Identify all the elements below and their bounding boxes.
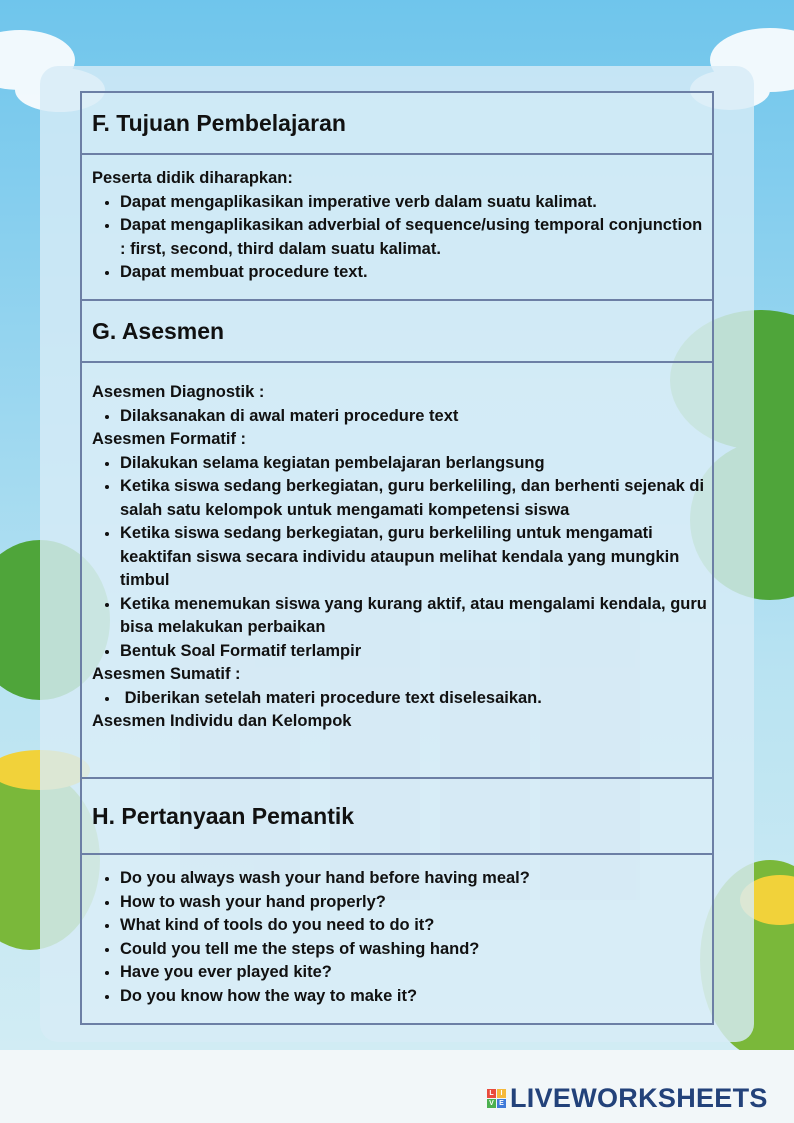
- list-item: • Dilaksanakan di awal materi procedure text: [120, 405, 712, 429]
- list-item: • Dapat membuat procedure text.: [120, 261, 712, 285]
- section-f-intro: Peserta didik diharapkan:: [92, 169, 293, 187]
- section-g-body: [82, 363, 712, 779]
- section-f-list: [92, 191, 712, 285]
- list-item: • What kind of tools do you need to do it?: [120, 914, 712, 938]
- list-item: • Dapat mengaplikasikan imperative verb dalam suatu kalimat.: [120, 191, 712, 215]
- section-f-heading: F. Tujuan Pembelajaran: [82, 93, 712, 155]
- section-h-heading: H. Pertanyaan Pemantik: [82, 779, 712, 855]
- section-f-body: [82, 155, 712, 301]
- list-item: • Diberikan setelah materi procedure text diselesaikan.: [120, 687, 712, 711]
- diagnostik-list: [92, 405, 712, 429]
- sumatif-list: [92, 687, 712, 711]
- logo-tile: E: [497, 1099, 506, 1108]
- list-item: • Dilakukan selama kegiatan pembelajaran berlangsung: [120, 452, 712, 476]
- list-item: • Ketika siswa sedang berkegiatan, guru berkeliling untuk mengamati keaktifan siswa secara individu ataupun melihat kendala yang mungkin timbul: [120, 522, 712, 593]
- logo-tile: L: [487, 1089, 496, 1098]
- section-h-list: [92, 867, 712, 1008]
- logo-tile: I: [497, 1089, 506, 1098]
- list-item: • Bentuk Soal Formatif terlampir: [120, 640, 712, 664]
- formatif-list: [92, 452, 712, 664]
- list-item: • Ketika siswa sedang berkegiatan, guru berkeliling, dan berhenti sejenak di salah satu kelompok untuk mengamati kompetensi siswa: [120, 475, 712, 522]
- diagnostik-label: Asesmen Diagnostik :: [92, 383, 265, 401]
- logo-text: LIVEWORKSHEETS: [510, 1083, 768, 1113]
- list-item: • Do you always wash your hand before having meal?: [120, 867, 712, 891]
- list-item: • Dapat mengaplikasikan adverbial of sequence/using temporal conjunction : first, second, third dalam suatu kalimat.: [120, 214, 712, 261]
- logo-tiles: [487, 1089, 506, 1108]
- formatif-label: Asesmen Formatif :: [92, 430, 247, 448]
- section-g-heading: G. Asesmen: [82, 301, 712, 363]
- list-item: • Do you know how the way to make it?: [120, 985, 712, 1009]
- list-item: • How to wash your hand properly?: [120, 891, 712, 915]
- logo-tile: V: [487, 1099, 496, 1108]
- section-h-body: [82, 855, 712, 1023]
- list-item: • Ketika menemukan siswa yang kurang aktif, atau mengalami kendala, guru bisa melakukan perbaikan: [120, 593, 712, 640]
- liveworksheets-logo: [487, 1083, 768, 1114]
- list-item: • Could you tell me the steps of washing hand?: [120, 938, 712, 962]
- asesmen-footer: Asesmen Individu dan Kelompok: [92, 712, 352, 730]
- sumatif-label: Asesmen Sumatif :: [92, 665, 241, 683]
- list-item: • Have you ever played kite?: [120, 961, 712, 985]
- lesson-plan-table: [80, 91, 714, 1025]
